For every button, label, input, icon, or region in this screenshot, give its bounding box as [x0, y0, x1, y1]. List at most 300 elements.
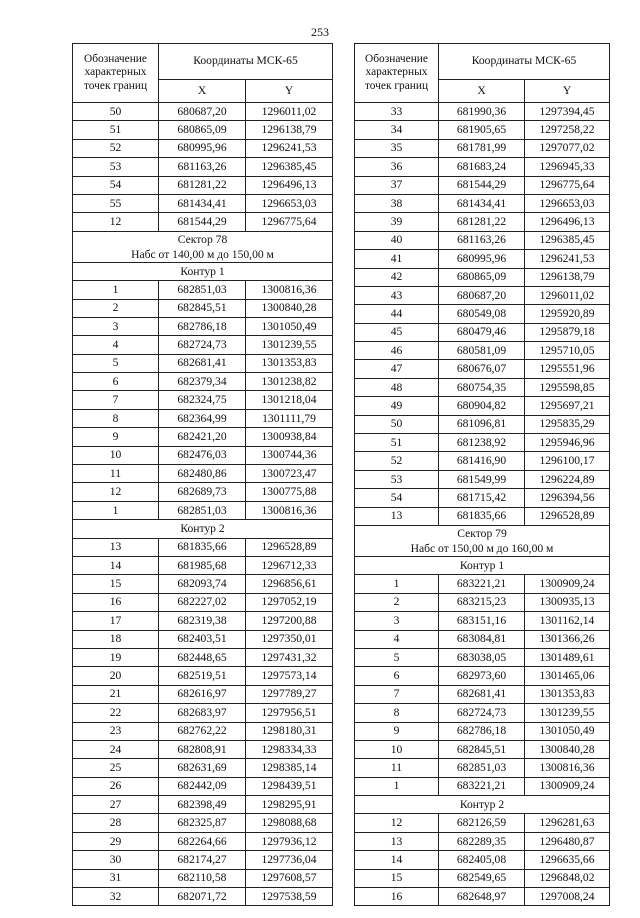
coord-x: 682851,03: [439, 759, 525, 777]
point-number: 8: [355, 704, 439, 722]
coord-x: 682973,60: [439, 667, 525, 685]
table-row: [355, 704, 610, 722]
coord-y: 1301162,14: [525, 612, 610, 630]
coord-x: 682549,65: [439, 869, 525, 887]
coord-x: 680995,96: [159, 139, 246, 157]
point-number: 52: [355, 452, 439, 470]
table-row: [73, 814, 333, 832]
point-number: 7: [73, 391, 159, 409]
point-number: 30: [73, 851, 159, 869]
coord-x: 683215,23: [439, 593, 525, 611]
table-row: [73, 428, 333, 446]
coord-x: 682319,38: [159, 612, 246, 630]
table-row: [355, 685, 610, 703]
coord-y: 1296100,17: [525, 452, 610, 470]
table-row: [355, 397, 610, 415]
table-row: [73, 373, 333, 391]
point-number: 33: [355, 103, 439, 121]
point-number: 32: [73, 888, 159, 906]
point-number: 27: [73, 796, 159, 814]
coord-x: 682227,02: [159, 593, 246, 611]
table-row: [73, 759, 333, 777]
coordinates-table-left: [72, 43, 333, 906]
coord-y: 1300840,28: [246, 299, 333, 317]
table-row: [355, 121, 610, 139]
coord-x: 682689,73: [159, 483, 246, 501]
table-row: [355, 759, 610, 777]
coord-y: 1296775,64: [246, 213, 333, 231]
table-row: [73, 354, 333, 372]
table-row: [355, 103, 610, 121]
point-number: 8: [73, 409, 159, 427]
table-row: [73, 630, 333, 648]
point-number: 13: [73, 538, 159, 556]
coord-y: 1298439,51: [246, 777, 333, 795]
table-row: [73, 121, 333, 139]
table-row: [73, 176, 333, 194]
coord-y: 1296856,61: [246, 575, 333, 593]
coord-y: 1295710,05: [525, 342, 610, 360]
section-title: Сектор 78 Набс от 140,00 м до 150,00 м: [73, 231, 333, 262]
coord-y: 1297052,19: [246, 593, 333, 611]
coord-y: 1297789,27: [246, 685, 333, 703]
table-row: [73, 722, 333, 740]
point-number: 52: [73, 139, 159, 157]
coord-x: 682476,03: [159, 446, 246, 464]
coord-y: 1295920,89: [525, 305, 610, 323]
point-number: 1: [73, 501, 159, 519]
coord-x: 682379,34: [159, 373, 246, 391]
coord-x: 683151,16: [439, 612, 525, 630]
coord-x: 682403,51: [159, 630, 246, 648]
coord-x: 682683,97: [159, 704, 246, 722]
coord-x: 680687,20: [159, 103, 246, 121]
coord-x: 682786,18: [439, 722, 525, 740]
coord-y: 1297008,24: [525, 888, 610, 906]
table-row: [355, 851, 610, 869]
point-number: 15: [73, 575, 159, 593]
coord-y: 1296653,03: [525, 194, 610, 212]
section-row: [73, 231, 333, 262]
point-number: 53: [73, 158, 159, 176]
header-x: X: [439, 79, 525, 102]
coord-x: 681835,66: [159, 538, 246, 556]
point-number: 1: [355, 777, 439, 795]
coord-y: 1296480,87: [525, 832, 610, 850]
coord-y: 1296712,33: [246, 556, 333, 574]
point-number: 47: [355, 360, 439, 378]
header-coordinates: Координаты МСК-65: [159, 44, 333, 80]
coord-x: 681990,36: [439, 103, 525, 121]
point-number: 22: [73, 704, 159, 722]
table-row: [355, 286, 610, 304]
table-row: [355, 139, 610, 157]
table-row: [355, 268, 610, 286]
table-row: [355, 612, 610, 630]
coord-x: 682648,97: [439, 888, 525, 906]
coord-y: 1295879,18: [525, 323, 610, 341]
table-row: [355, 452, 610, 470]
table-row: [73, 851, 333, 869]
point-number: 34: [355, 121, 439, 139]
table-row: [73, 538, 333, 556]
point-number: 9: [73, 428, 159, 446]
point-number: 4: [355, 630, 439, 648]
point-number: 12: [73, 213, 159, 231]
coord-x: 682126,59: [439, 814, 525, 832]
point-number: 55: [73, 194, 159, 212]
point-number: 2: [73, 299, 159, 317]
table-row: [73, 575, 333, 593]
coord-y: 1296848,02: [525, 869, 610, 887]
point-number: 21: [73, 685, 159, 703]
point-number: 35: [355, 139, 439, 157]
table-row: [355, 489, 610, 507]
table-row: [355, 722, 610, 740]
coord-y: 1301238,82: [246, 373, 333, 391]
table-row: [355, 648, 610, 666]
point-number: 41: [355, 250, 439, 268]
table-row: [355, 593, 610, 611]
point-number: 40: [355, 231, 439, 249]
point-number: 10: [355, 740, 439, 758]
table-row: [355, 415, 610, 433]
point-number: 3: [355, 612, 439, 630]
coord-x: 681096,81: [439, 415, 525, 433]
point-number: 19: [73, 648, 159, 666]
coord-y: 1298385,14: [246, 759, 333, 777]
coord-y: 1295697,21: [525, 397, 610, 415]
point-number: 53: [355, 470, 439, 488]
coord-y: 1297394,45: [525, 103, 610, 121]
coord-x: 681281,22: [439, 213, 525, 231]
coord-y: 1296394,56: [525, 489, 610, 507]
table-row: [355, 507, 610, 525]
table-row: [73, 777, 333, 795]
table-row: [73, 612, 333, 630]
coord-y: 1295598,85: [525, 378, 610, 396]
coord-y: 1297200,88: [246, 612, 333, 630]
point-number: 5: [73, 354, 159, 372]
point-number: 46: [355, 342, 439, 360]
point-number: 45: [355, 323, 439, 341]
table-row: [355, 360, 610, 378]
table-row: [355, 176, 610, 194]
table-row: [355, 832, 610, 850]
coord-y: 1300816,36: [246, 501, 333, 519]
coord-y: 1300723,47: [246, 465, 333, 483]
table-row: [73, 796, 333, 814]
coord-y: 1296138,79: [246, 121, 333, 139]
coord-x: 682724,73: [159, 336, 246, 354]
point-number: 7: [355, 685, 439, 703]
header-x: X: [159, 79, 246, 102]
point-number: 5: [355, 648, 439, 666]
coord-y: 1296635,66: [525, 851, 610, 869]
section-row: [355, 556, 610, 574]
coord-x: 681163,26: [159, 158, 246, 176]
coord-x: 682421,20: [159, 428, 246, 446]
coord-x: 680549,08: [439, 305, 525, 323]
table-row: [73, 103, 333, 121]
point-number: 39: [355, 213, 439, 231]
point-number: 54: [73, 176, 159, 194]
coord-x: 680904,82: [439, 397, 525, 415]
coord-y: 1296138,79: [525, 268, 610, 286]
point-number: 16: [355, 888, 439, 906]
table-row: [73, 213, 333, 231]
coord-x: 681549,99: [439, 470, 525, 488]
point-number: 6: [355, 667, 439, 685]
section-row: [355, 796, 610, 814]
coord-y: 1296653,03: [246, 194, 333, 212]
coord-x: 682724,73: [439, 704, 525, 722]
coord-y: 1297573,14: [246, 667, 333, 685]
point-number: 16: [73, 593, 159, 611]
coord-y: 1300840,28: [525, 740, 610, 758]
coord-y: 1301050,49: [525, 722, 610, 740]
table-row: [73, 869, 333, 887]
table-row: [73, 391, 333, 409]
table-body: [73, 103, 333, 906]
coord-y: 1301218,04: [246, 391, 333, 409]
section-title: Контур 1: [355, 556, 610, 574]
coord-x: 682264,66: [159, 832, 246, 850]
table-row: [355, 305, 610, 323]
point-number: 43: [355, 286, 439, 304]
coord-x: 682364,99: [159, 409, 246, 427]
coord-y: 1301465,06: [525, 667, 610, 685]
coord-x: 682174,27: [159, 851, 246, 869]
coord-x: 682324,75: [159, 391, 246, 409]
coord-x: 682398,49: [159, 796, 246, 814]
coord-x: 681715,42: [439, 489, 525, 507]
coord-x: 681544,29: [159, 213, 246, 231]
table-row: [73, 139, 333, 157]
point-number: 48: [355, 378, 439, 396]
coord-y: 1296281,63: [525, 814, 610, 832]
coord-y: 1300816,36: [246, 281, 333, 299]
table-row: [355, 434, 610, 452]
table-row: [355, 630, 610, 648]
table-row: [355, 575, 610, 593]
coord-y: 1300744,36: [246, 446, 333, 464]
point-number: 6: [73, 373, 159, 391]
coord-y: 1297736,04: [246, 851, 333, 869]
point-number: 12: [73, 483, 159, 501]
coord-x: 682405,08: [439, 851, 525, 869]
section-row: [73, 262, 333, 280]
section-title: Сектор 79 Набс от 150,00 м до 160,00 м: [355, 525, 610, 556]
table-row: [355, 470, 610, 488]
table-row: [73, 158, 333, 176]
point-number: 14: [355, 851, 439, 869]
coord-x: 683084,81: [439, 630, 525, 648]
coord-x: 682616,97: [159, 685, 246, 703]
coord-y: 1296241,53: [525, 250, 610, 268]
section-row: [73, 520, 333, 538]
coord-y: 1296775,64: [525, 176, 610, 194]
coord-x: 683038,05: [439, 648, 525, 666]
point-number: 50: [73, 103, 159, 121]
coord-y: 1296528,89: [246, 538, 333, 556]
point-number: 36: [355, 158, 439, 176]
coord-y: 1298180,31: [246, 722, 333, 740]
coord-y: 1297350,01: [246, 630, 333, 648]
table-row: [73, 888, 333, 906]
point-number: 14: [73, 556, 159, 574]
coord-x: 683221,21: [439, 575, 525, 593]
coord-y: 1295835,29: [525, 415, 610, 433]
coord-x: 681781,99: [439, 139, 525, 157]
coord-x: 681434,41: [439, 194, 525, 212]
point-number: 54: [355, 489, 439, 507]
point-number: 10: [73, 446, 159, 464]
coord-x: 680581,09: [439, 342, 525, 360]
coord-x: 681281,22: [159, 176, 246, 194]
coord-y: 1296496,13: [525, 213, 610, 231]
coord-x: 681434,41: [159, 194, 246, 212]
point-number: 26: [73, 777, 159, 795]
coord-x: 682071,72: [159, 888, 246, 906]
coord-y: 1297608,57: [246, 869, 333, 887]
coord-x: 682480,86: [159, 465, 246, 483]
point-number: 42: [355, 268, 439, 286]
coord-y: 1295551,96: [525, 360, 610, 378]
coord-y: 1296496,13: [246, 176, 333, 194]
coord-x: 682519,51: [159, 667, 246, 685]
coord-x: 681238,92: [439, 434, 525, 452]
table-row: [73, 556, 333, 574]
table-row: [73, 299, 333, 317]
coord-y: 1300816,36: [525, 759, 610, 777]
point-number: 29: [73, 832, 159, 850]
section-title: Контур 2: [73, 520, 333, 538]
coord-y: 1296011,02: [525, 286, 610, 304]
coord-x: 682762,22: [159, 722, 246, 740]
coord-y: 1296385,45: [246, 158, 333, 176]
coord-y: 1297936,12: [246, 832, 333, 850]
point-number: 12: [355, 814, 439, 832]
table-row: [73, 409, 333, 427]
coord-x: 682786,18: [159, 317, 246, 335]
coord-y: 1298334,33: [246, 740, 333, 758]
table-row: [355, 213, 610, 231]
coord-x: 682681,41: [439, 685, 525, 703]
coord-x: 682448,65: [159, 648, 246, 666]
table-row: [73, 593, 333, 611]
coord-y: 1301353,83: [246, 354, 333, 372]
coord-y: 1296945,33: [525, 158, 610, 176]
coord-x: 682851,03: [159, 501, 246, 519]
coord-y: 1300909,24: [525, 777, 610, 795]
section-row: [355, 525, 610, 556]
coord-y: 1296011,02: [246, 103, 333, 121]
table-row: [355, 378, 610, 396]
header-coordinates: Координаты МСК-65: [439, 44, 610, 80]
coord-y: 1300938,84: [246, 428, 333, 446]
coord-x: 680865,09: [439, 268, 525, 286]
point-number: 25: [73, 759, 159, 777]
table-row: [355, 814, 610, 832]
coord-x: 682808,91: [159, 740, 246, 758]
coord-y: 1296224,89: [525, 470, 610, 488]
table-row: [73, 336, 333, 354]
point-number: 24: [73, 740, 159, 758]
header-y: Y: [525, 79, 610, 102]
point-number: 31: [73, 869, 159, 887]
table-row: [73, 501, 333, 519]
coord-x: 682845,51: [439, 740, 525, 758]
table-row: [73, 194, 333, 212]
section-title: Контур 2: [355, 796, 610, 814]
point-number: 44: [355, 305, 439, 323]
table-row: [355, 250, 610, 268]
coordinates-table-right: [354, 43, 610, 906]
coord-x: 681985,68: [159, 556, 246, 574]
page-number: 253: [311, 25, 329, 39]
coord-y: 1296528,89: [525, 507, 610, 525]
coord-y: 1297956,51: [246, 704, 333, 722]
point-number: 2: [355, 593, 439, 611]
table-row: [355, 777, 610, 795]
table-row: [355, 667, 610, 685]
coord-x: 682289,35: [439, 832, 525, 850]
point-number: 4: [73, 336, 159, 354]
point-number: 11: [73, 465, 159, 483]
point-number: 50: [355, 415, 439, 433]
table-row: [355, 342, 610, 360]
table-row: [73, 740, 333, 758]
table-row: [355, 194, 610, 212]
header-label: Обозначение характерных точек границ: [73, 44, 159, 103]
table-row: [73, 704, 333, 722]
coord-x: 682442,09: [159, 777, 246, 795]
table-row: [355, 869, 610, 887]
coord-y: 1300935,13: [525, 593, 610, 611]
point-number: 1: [73, 281, 159, 299]
point-number: 17: [73, 612, 159, 630]
point-number: 1: [355, 575, 439, 593]
header-y: Y: [246, 79, 333, 102]
coord-x: 681905,65: [439, 121, 525, 139]
point-number: 13: [355, 832, 439, 850]
point-number: 11: [355, 759, 439, 777]
coord-x: 681835,66: [439, 507, 525, 525]
point-number: 18: [73, 630, 159, 648]
table-row: [73, 465, 333, 483]
coord-y: 1300775,88: [246, 483, 333, 501]
point-number: 15: [355, 869, 439, 887]
coord-y: 1301050,49: [246, 317, 333, 335]
coord-x: 682325,87: [159, 814, 246, 832]
coord-y: 1301111,79: [246, 409, 333, 427]
table-row: [73, 446, 333, 464]
coord-x: 682851,03: [159, 281, 246, 299]
table-row: [73, 832, 333, 850]
coord-y: 1295946,96: [525, 434, 610, 452]
coord-x: 680995,96: [439, 250, 525, 268]
table-body: [355, 103, 610, 906]
coord-x: 680865,09: [159, 121, 246, 139]
coord-x: 680676,07: [439, 360, 525, 378]
coord-y: 1301239,55: [525, 704, 610, 722]
table-row: [73, 317, 333, 335]
header-label: Обозначение характерных точек границ: [355, 44, 439, 103]
coord-y: 1301366,26: [525, 630, 610, 648]
point-number: 28: [73, 814, 159, 832]
coord-y: 1298088,68: [246, 814, 333, 832]
